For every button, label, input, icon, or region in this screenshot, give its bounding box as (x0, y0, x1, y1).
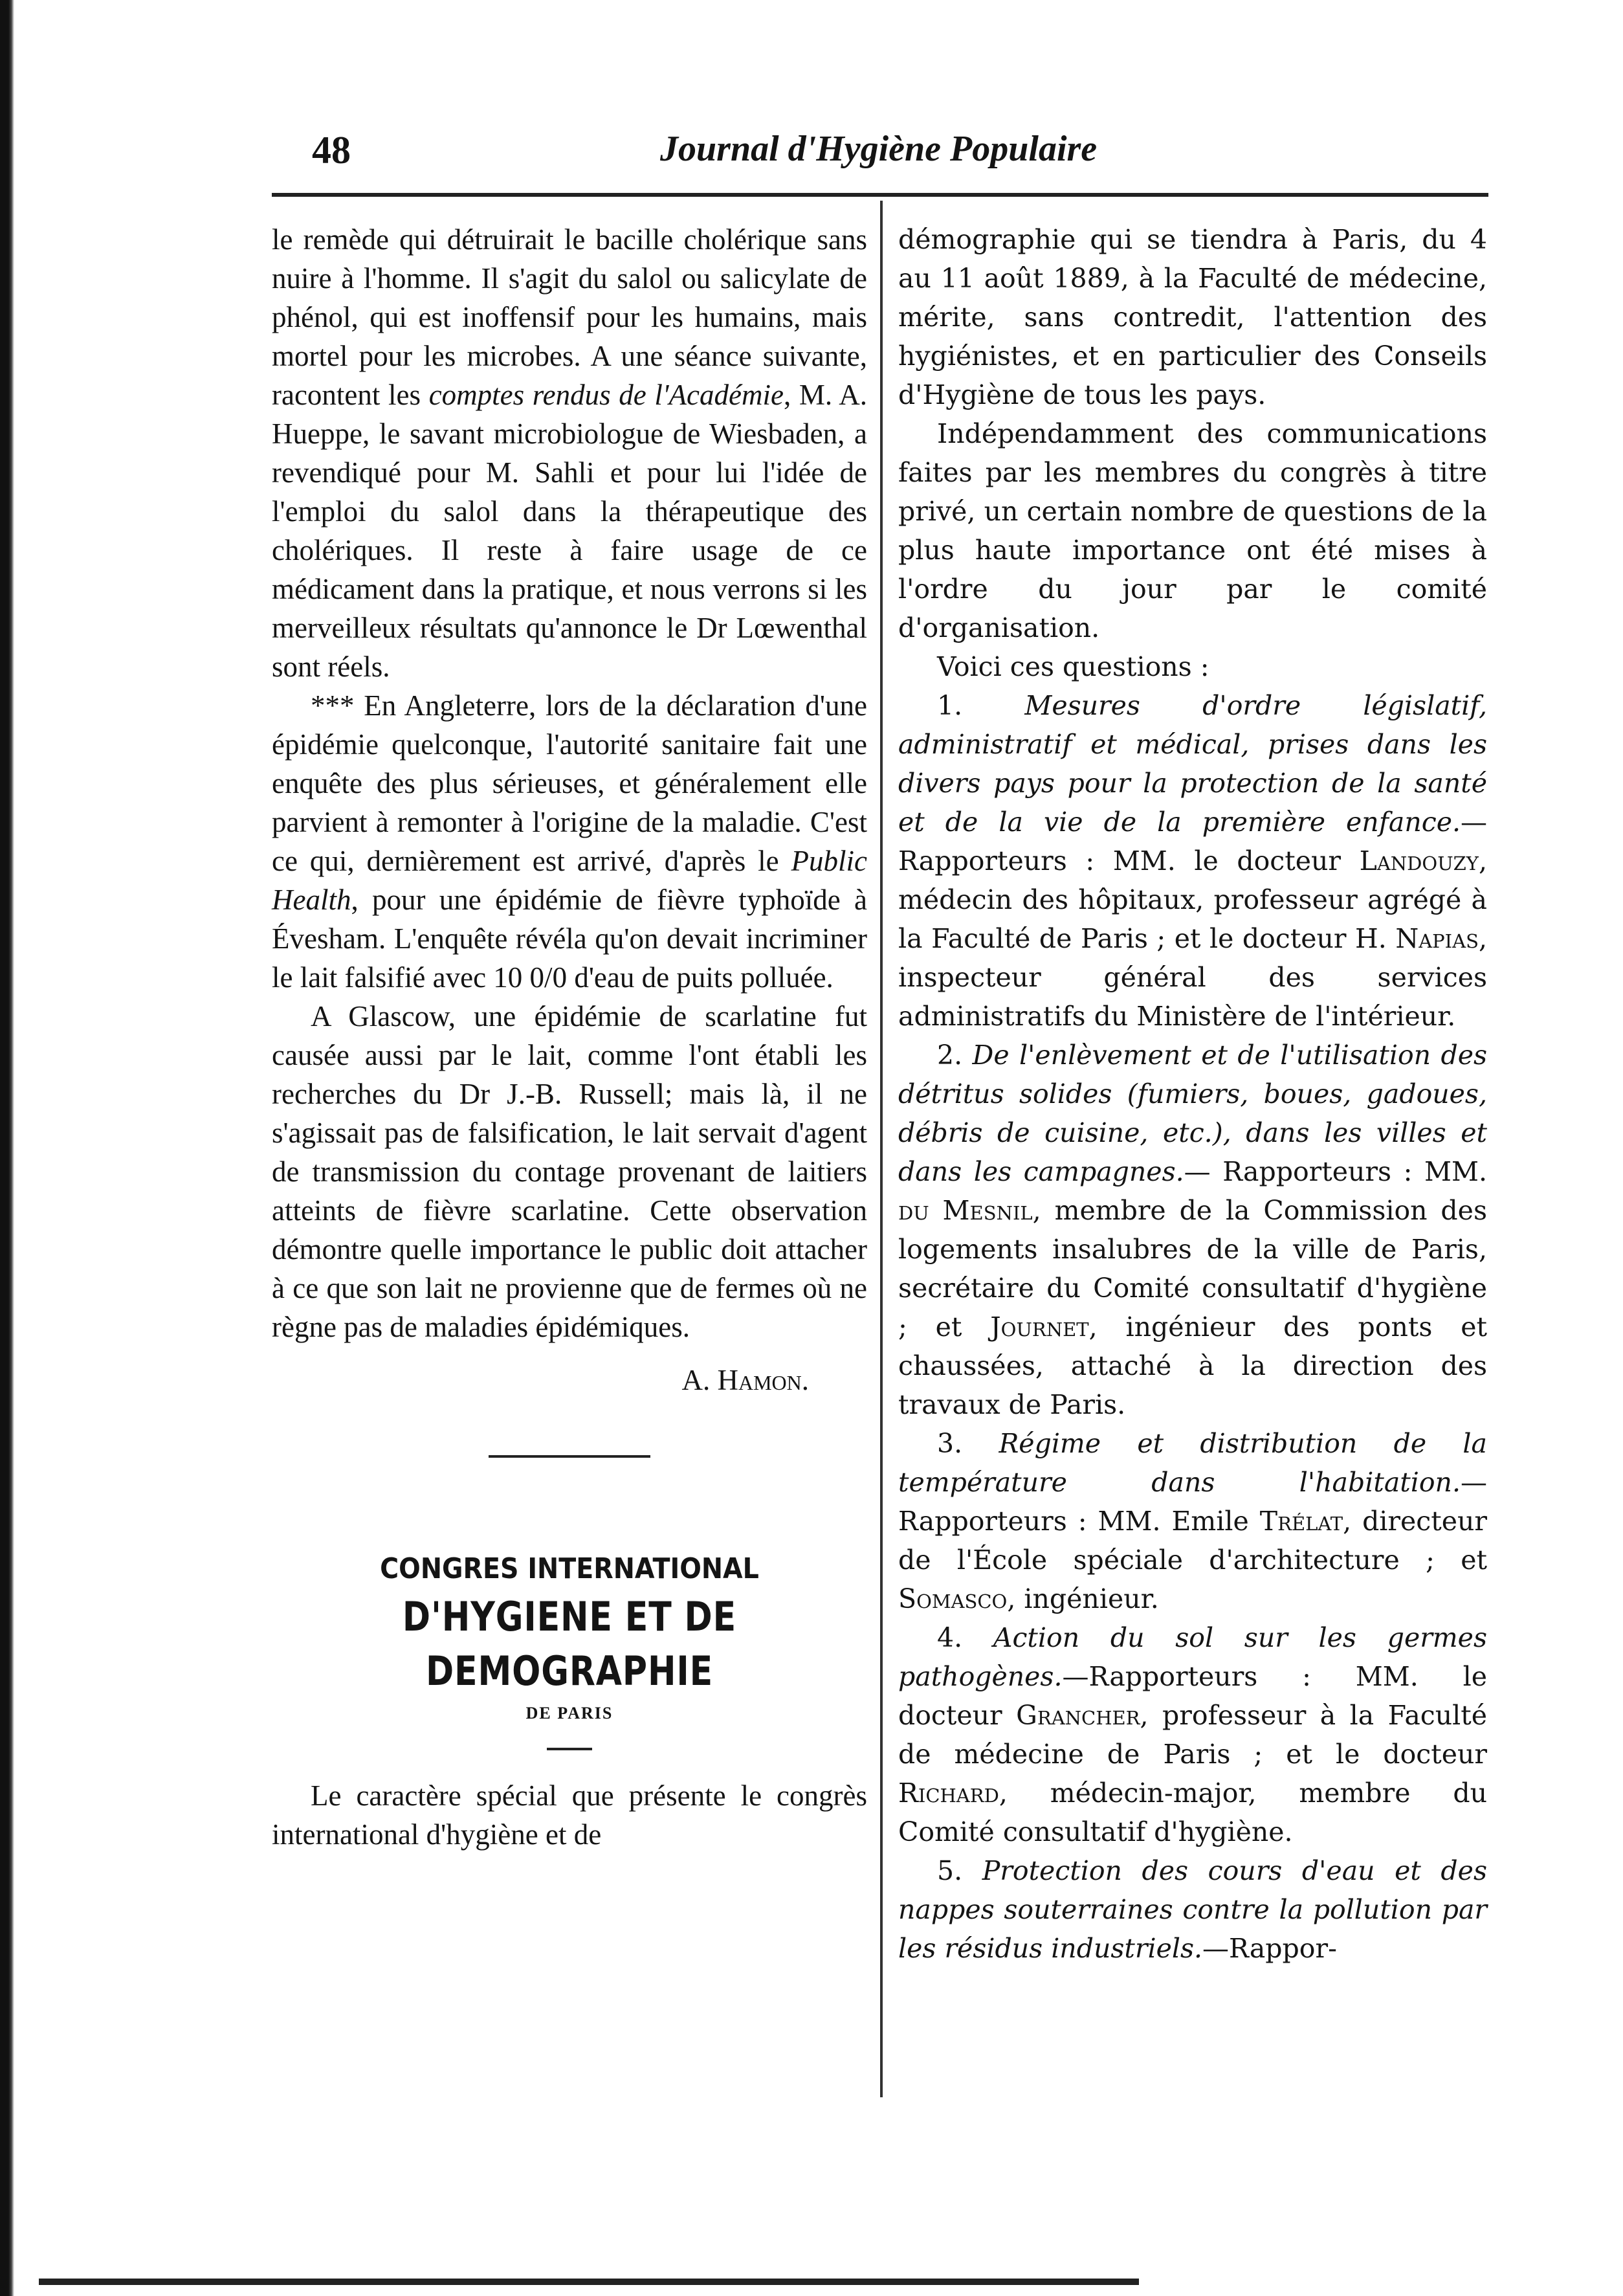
question-title: Action du sol sur les germes pathogènes. (898, 1622, 1487, 1692)
journal-reference: comptes rendus de l'Académie (428, 379, 784, 411)
page-number: 48 (312, 129, 351, 172)
rapporteur-name: Grancher (1016, 1700, 1140, 1731)
question-title: Protection des cours d'eau et des nappes souterraines contre la pollution par les résidus industriels. (898, 1855, 1487, 1964)
question-number: 5. (937, 1855, 963, 1886)
question-number: 4. (937, 1622, 963, 1653)
question-title: De l'enlèvement et de l'utilisation des détritus solides (fumiers, boues, gadoues, débris de cuisine, etc.), dans les villes et dans les campagnes. (898, 1040, 1487, 1187)
question-2 (898, 1036, 1487, 1424)
question-number: 3. (937, 1428, 963, 1459)
question-title: Régime et distribution de la température dans l'habitation. (898, 1428, 1487, 1498)
rapporteur-name: Somasco (898, 1583, 1008, 1614)
right-paragraph-2: Indépendamment des communications faites par les membres du congrès à titre privé, un certain nombre de questions de la plus haute importance ont été mises à l'ordre du jour par le comité d'organisation. (898, 418, 1487, 643)
question-number: 2. (937, 1040, 963, 1071)
question-3 (898, 1424, 1487, 1618)
rapporteur-name: Journet (990, 1311, 1089, 1343)
running-title: Journal d'Hygiène Populaire (660, 129, 1098, 169)
right-paragraph-3: Voici ces questions : (937, 651, 1209, 682)
question-1 (898, 686, 1487, 1036)
question-4 (898, 1618, 1487, 1851)
rapporteur-name: Trélat (1259, 1506, 1343, 1537)
rapporteur-name: Landouzy (1359, 845, 1479, 876)
text-run: , membre de la Commission des logements insalubres de la ville de Paris, secrétaire du Comité consultatif d'hygiène ; et (898, 1195, 1487, 1343)
question-5 (898, 1851, 1487, 1968)
author-signature: A. Hamon. (681, 1364, 809, 1396)
left-paragraph-4: Le caractère spécial que présente le congrès international d'hygiène et de (272, 1779, 867, 1851)
text-run: — Rapporteurs : MM. (1184, 1156, 1487, 1187)
left-paragraph-1 (272, 220, 867, 686)
header-rule (272, 193, 1488, 197)
journal-reference: Public Health (272, 845, 867, 916)
rapporteur-name: Richard (898, 1778, 999, 1809)
page-header (272, 128, 1501, 173)
text-run: , inspecteur général des services administratifs du Ministère de l'intérieur. (898, 923, 1487, 1032)
text-run: —Rapporteurs : MM. Emile (898, 1467, 1487, 1537)
left-column (272, 220, 867, 1854)
column-divider (880, 201, 883, 2097)
rapporteur-name: du Mesnil (898, 1195, 1033, 1226)
text-run: , professeur à la Faculté de médecine de Paris ; et le docteur (898, 1700, 1487, 1770)
section-separator (489, 1455, 650, 1458)
left-paragraph-3: A Glascow, une épidémie de scarlatine fut causée aussi par le lait, comme l'ont établi les recherches du Dr J.-B. Russell; mais là, il ne s'agissait pas de falsification, le lait servait d'agent de transmission du contage provenant de laitiers atteints de fièvre scarlatine. Cette observation démontre quelle importance le public doit attacher à ce que son lait ne provienne que de fermes où ne règne pas de maladies épidémiques. (272, 1000, 867, 1343)
question-title: Mesures d'ordre législatif, administratif et médical, prises dans les divers pays pour la protection de la santé et de la vie de la première enfance. (898, 690, 1487, 838)
scan-edge-bottom (39, 2279, 1139, 2285)
text-run: —Rapporteurs : MM. le docteur (898, 807, 1487, 876)
text-run: , ingénieur des ponts et chaussées, attaché à la direction des travaux de Paris. (898, 1311, 1487, 1420)
text-run: —Rapporteurs : MM. le docteur (898, 1661, 1487, 1731)
text-run: , médecin des hôpitaux, professeur agrégé à la Faculté de Paris ; et le docteur H. (898, 845, 1487, 954)
right-paragraph-1: démographie qui se tiendra à Paris, du 4 au 11 août 1889, à la Faculté de médecine, mérite, sans contredit, l'attention des hygiénistes, et en particulier des Conseils d'Hygiène de tous les pays. (898, 224, 1487, 410)
left-paragraph-2 (272, 686, 867, 997)
section-title-line-2: D'HYGIENE ET DE DEMOGRAPHIE (402, 1593, 737, 1695)
text-run: —Rappor- (1202, 1933, 1337, 1964)
section-title-line-3: DE PARIS (525, 1704, 613, 1722)
short-separator (547, 1748, 592, 1750)
right-column (898, 220, 1487, 1968)
text-run: le remède qui détruirait le bacille cholérique sans nuire à l'homme. Il s'agit du salol ou salicylate de phénol, qui est inoffensif pour les humains, mais mortel pour les microbes. A une séance suivante, racontent les (272, 223, 867, 411)
scan-edge-left (0, 0, 14, 2296)
text-run: , M. A. Hueppe, le savant microbiologue de Wiesbaden, a revendiqué pour M. Sahli et pour lui l'idée de l'emploi du salol dans la thérapeutique des cholériques. Il reste à faire usage de ce médicament dans la pratique, et nous verrons si les merveilleux résultats qu'annonce le Dr Lœwenthal sont réels. (272, 379, 868, 683)
text-run: , ingénieur. (1007, 1583, 1159, 1614)
text-run: , médecin-major, membre du Comité consultatif d'hygiène. (898, 1778, 1487, 1847)
section-title-line-1: CONGRES INTERNATIONAL (380, 1552, 759, 1585)
text-run: , pour une épidémie de fièvre typhoïde à Évesham. L'enquête révéla qu'on devait incriminer le lait falsifié avec 10 0/0 d'eau de puits polluée. (272, 884, 867, 994)
question-number: 1. (937, 690, 963, 721)
text-run: , directeur de l'École spéciale d'architecture ; et (898, 1506, 1487, 1576)
text-run: *** En Angleterre, lors de la déclaration d'une épidémie quelconque, l'autorité sanitaire fait une enquête des plus sérieuses, et généralement elle parvient à remonter à l'origine de la maladie. C'est ce qui, dernièrement est arrivé, d'après le (272, 689, 867, 877)
rapporteur-name: Napias (1395, 923, 1479, 954)
